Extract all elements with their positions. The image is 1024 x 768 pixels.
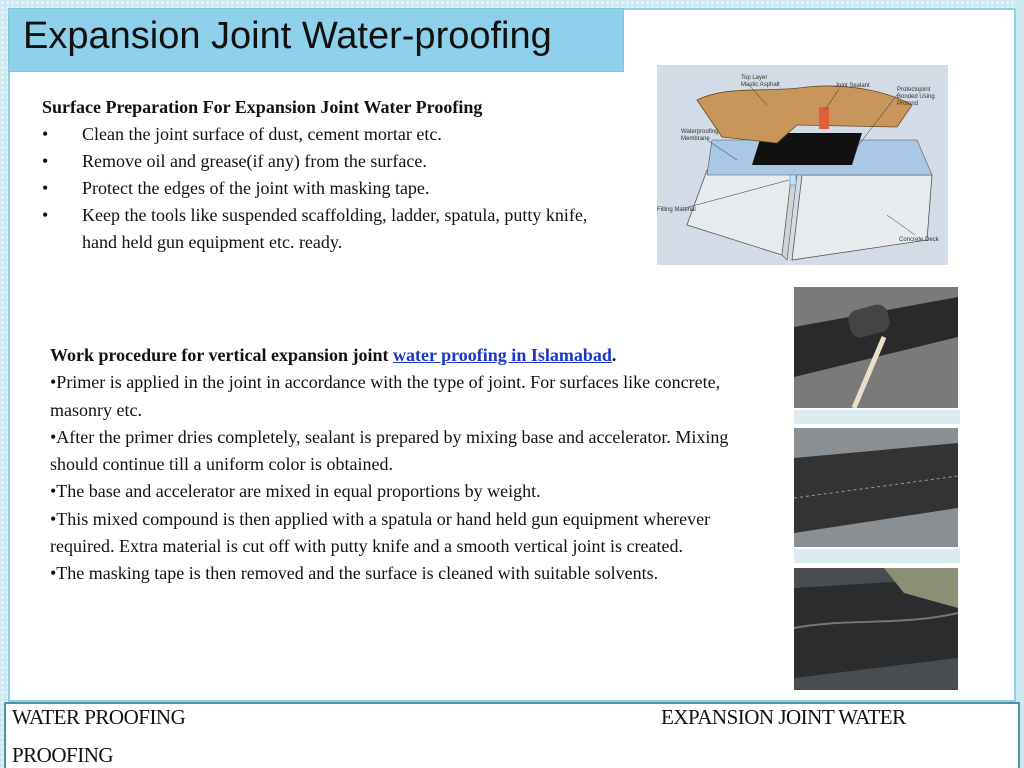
membrane-strip-photo: [794, 428, 958, 547]
bullet-marker: •: [42, 151, 49, 171]
list-item-text: Keep the tools like suspended scaffolding, ladder, spatula, putty knife, hand held gun equipment etc. ready.: [82, 205, 588, 252]
work-procedure-heading: Work procedure for vertical expansion joint: [50, 345, 393, 365]
procedure-paragraph: •The masking tape is then removed and the surface is cleaned with suitable solvents.: [50, 563, 659, 584]
list-item-text: Remove oil and grease(if any) from the surface.: [82, 151, 427, 171]
work-procedure-section: [50, 342, 755, 588]
photo-separator: [794, 410, 960, 424]
photo-separator: [794, 549, 960, 563]
diagram-label: Membrane: [681, 136, 710, 142]
diagram-label: Mastic Asphalt: [741, 82, 780, 88]
footer-left-text: WATER PROOFING: [12, 705, 186, 729]
footer-bar: [4, 702, 1020, 768]
diagram-label: Joint Sealant: [835, 83, 870, 89]
surface-preparation-heading: Surface Preparation For Expansion Joint Water Proofing: [42, 97, 483, 117]
diagram-label: Filling Material: [657, 207, 696, 213]
diagram-label: Protectojoint: [897, 87, 931, 93]
title-box: [8, 8, 624, 72]
list-item: [42, 202, 622, 256]
top-decorative-band: [0, 0, 1024, 8]
slide-title: Expansion Joint Water-proofing: [23, 15, 552, 57]
diagram-label: Waterproofing: [681, 129, 719, 135]
list-item: [42, 175, 622, 202]
heading-period: .: [611, 345, 617, 365]
list-item: [42, 148, 622, 175]
water-proofing-islamabad-link[interactable]: water proofing in Islamabad: [392, 345, 612, 365]
bullet-marker: •: [42, 178, 49, 198]
expansion-joint-diagram: [657, 65, 948, 265]
bullet-marker: •: [42, 124, 49, 144]
procedure-paragraph: •This mixed compound is then applied with a spatula or hand held gun equipment wherever required. Extra material is cut off with putty knife and a smooth vertical joint is created.: [50, 508, 711, 557]
work-procedure-heading-line: [50, 342, 755, 369]
footer-left-text-line2: PROOFING: [12, 743, 114, 767]
list-item-text: Protect the edges of the joint with masking tape.: [82, 178, 430, 198]
procedure-paragraph: •The base and accelerator are mixed in equal proportions by weight.: [50, 481, 541, 502]
right-decorative-band: [1016, 0, 1024, 768]
bullet-marker: •: [42, 205, 49, 225]
roller-applying-membrane-photo: [794, 287, 958, 408]
diagram-graphic: [657, 65, 948, 265]
diagram-label: Protond: [897, 101, 919, 107]
diagram-label: Bonded Using: [897, 94, 935, 100]
procedure-paragraph: •Primer is applied in the joint in accordance with the type of joint. For surfaces like concrete, masonry etc.: [50, 372, 721, 420]
surface-preparation-section: [42, 94, 622, 256]
procedure-paragraph: •After the primer dries completely, sealant is prepared by mixing base and accelerator. Mixing should continue till a uniform color is obtained.: [50, 426, 729, 475]
list-item: [42, 121, 622, 148]
diagram-label: Concrete Deck: [899, 237, 939, 243]
diagram-label: Top Layer: [741, 75, 768, 81]
footer-right-text: EXPANSION JOINT WATER: [661, 705, 906, 729]
sealant-application-photo: [794, 568, 958, 690]
list-item-text: Clean the joint surface of dust, cement mortar etc.: [82, 124, 442, 144]
